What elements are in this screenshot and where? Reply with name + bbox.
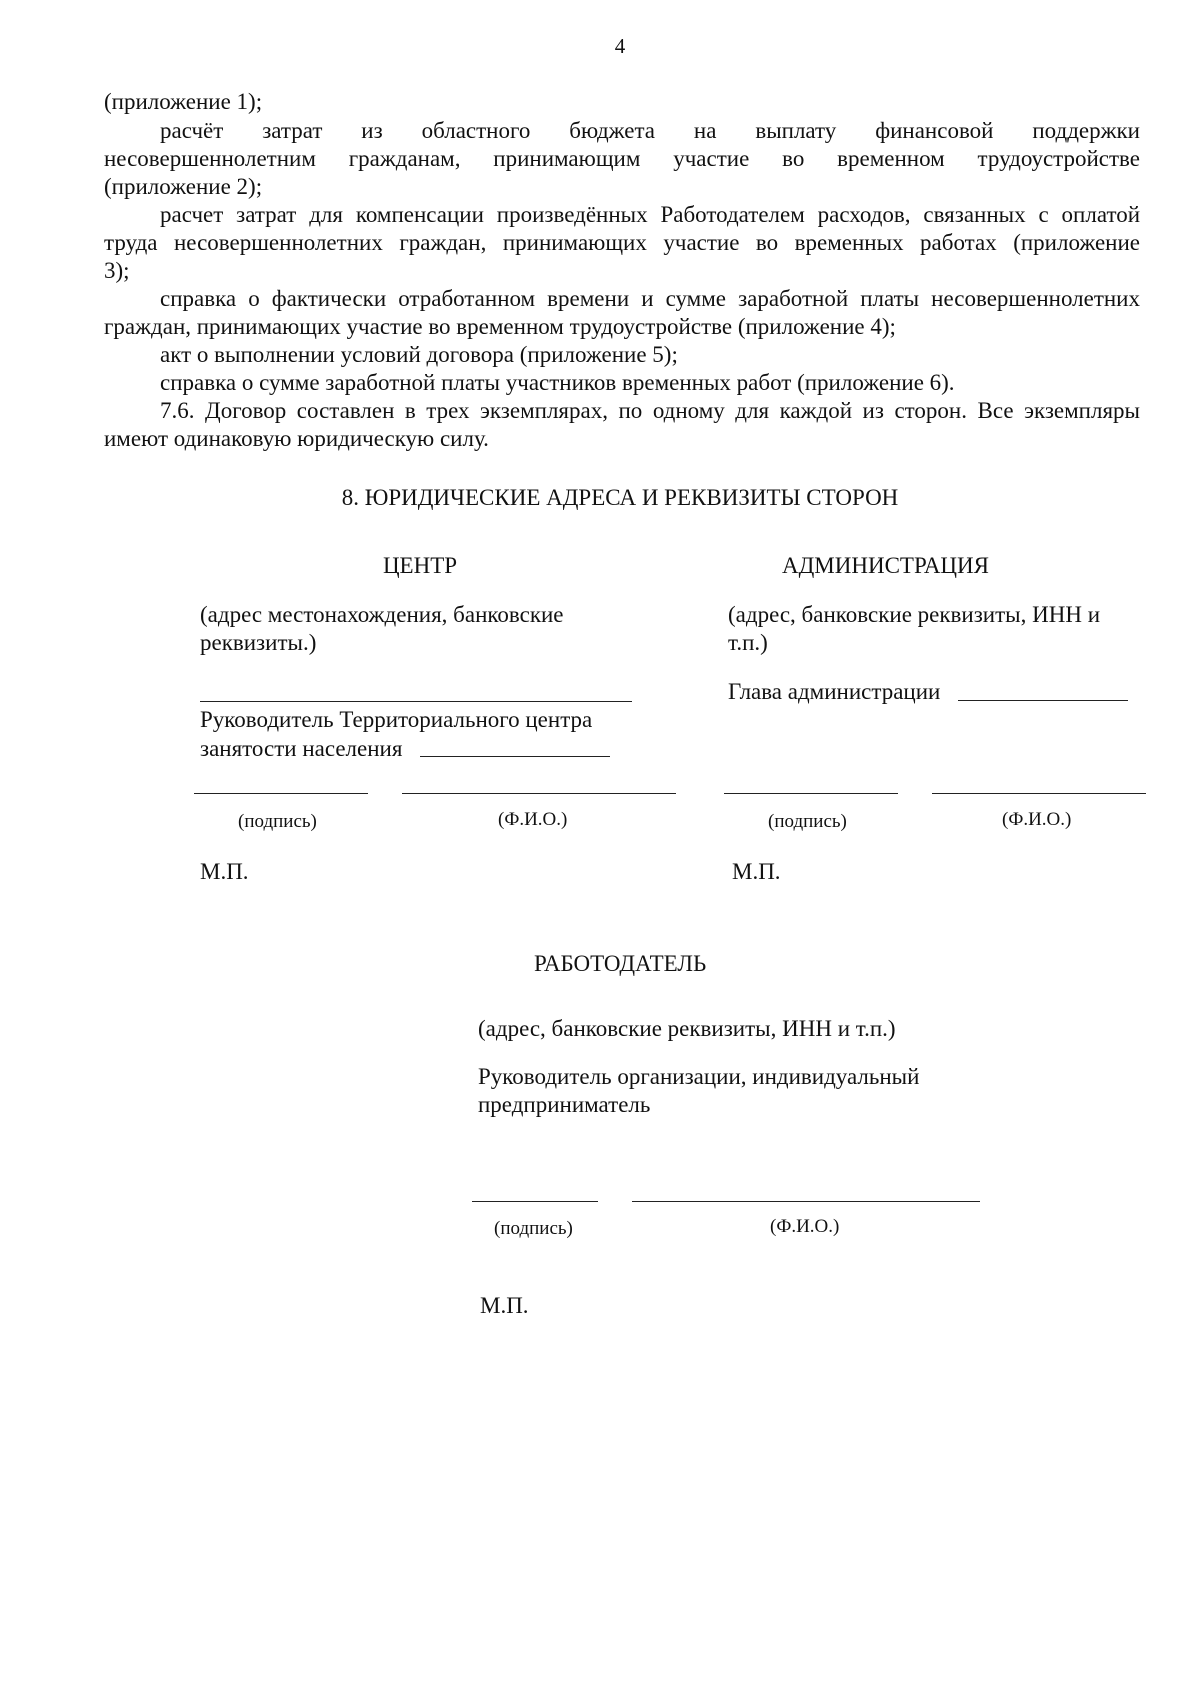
list-line: (приложение 2); xyxy=(104,174,263,199)
center-address-line: (адрес местонахождения, банковские xyxy=(200,602,564,627)
center-signature-line xyxy=(200,701,632,702)
administration-heading: АДМИНИСТРАЦИЯ xyxy=(782,553,989,578)
employer-head-title: Руководитель организации, индивидуальный xyxy=(478,1064,920,1089)
employer-fio-caption: (Ф.И.О.) xyxy=(770,1216,840,1237)
list-line: расчёт затрат из областного бюджета на выплату финансовой поддержки xyxy=(160,118,1140,143)
list-line: расчет затрат для компенсации произведённых Работодателем расходов, связанных с оплатой xyxy=(160,202,1140,227)
list-line: справка о фактически отработанном времени и сумме заработной платы несовершеннолетних xyxy=(160,286,1140,311)
administration-address-line: т.п.) xyxy=(728,630,768,655)
list-line: 7.6. Договор составлен в трех экземплярах, по одному для каждой из сторон. Все экземпляры xyxy=(160,398,1140,423)
center-head-title: занятости населения xyxy=(200,736,403,761)
list-line: (приложение 1); xyxy=(104,89,263,114)
employer-fio-blank xyxy=(632,1201,980,1202)
employer-head-title: предприниматель xyxy=(478,1092,651,1117)
center-head-title: Руководитель Территориального центра xyxy=(200,707,593,732)
center-fio-blank xyxy=(402,793,676,794)
center-address-line: реквизиты.) xyxy=(200,630,317,655)
center-heading: ЦЕНТР xyxy=(382,553,458,578)
administration-head-title: Глава администрации xyxy=(728,679,941,704)
list-line: 3); xyxy=(104,258,130,283)
employer-signature-blank xyxy=(472,1201,598,1202)
list-line: труда несовершеннолетних граждан, принимающих участие во временных работах (приложение xyxy=(104,230,1140,255)
employer-address: (адрес, банковские реквизиты, ИНН и т.п.) xyxy=(478,1016,896,1041)
employer-signature-caption: (подпись) xyxy=(494,1218,573,1239)
administration-signature-blank xyxy=(724,793,898,794)
section-title: 8. ЮРИДИЧЕСКИЕ АДРЕСА И РЕКВИЗИТЫ СТОРОН xyxy=(341,485,899,510)
page-number: 4 xyxy=(614,34,626,58)
list-line: акт о выполнении условий договора (приложение 5); xyxy=(160,342,678,367)
employer-stamp: М.П. xyxy=(480,1293,529,1318)
center-signature-blank xyxy=(194,793,368,794)
administration-address-line: (адрес, банковские реквизиты, ИНН и xyxy=(728,602,1100,627)
administration-head-line xyxy=(958,700,1128,701)
center-head-line xyxy=(420,756,610,757)
center-stamp: М.П. xyxy=(200,859,249,884)
administration-stamp: М.П. xyxy=(732,859,781,884)
center-fio-caption: (Ф.И.О.) xyxy=(498,809,568,830)
center-signature-caption: (подпись) xyxy=(238,811,317,832)
list-line: справка о сумме заработной платы участников временных работ (приложение 6). xyxy=(160,370,955,395)
list-line: несовершеннолетним гражданам, принимающим участие во временном трудоустройстве xyxy=(104,146,1140,171)
administration-signature-caption: (подпись) xyxy=(768,811,847,832)
employer-heading: РАБОТОДАТЕЛЬ xyxy=(534,951,707,976)
administration-fio-caption: (Ф.И.О.) xyxy=(1002,809,1072,830)
list-line: граждан, принимающих участие во временном трудоустройстве (приложение 4); xyxy=(104,314,896,339)
administration-fio-blank xyxy=(932,793,1146,794)
list-line: имеют одинаковую юридическую силу. xyxy=(104,426,489,451)
